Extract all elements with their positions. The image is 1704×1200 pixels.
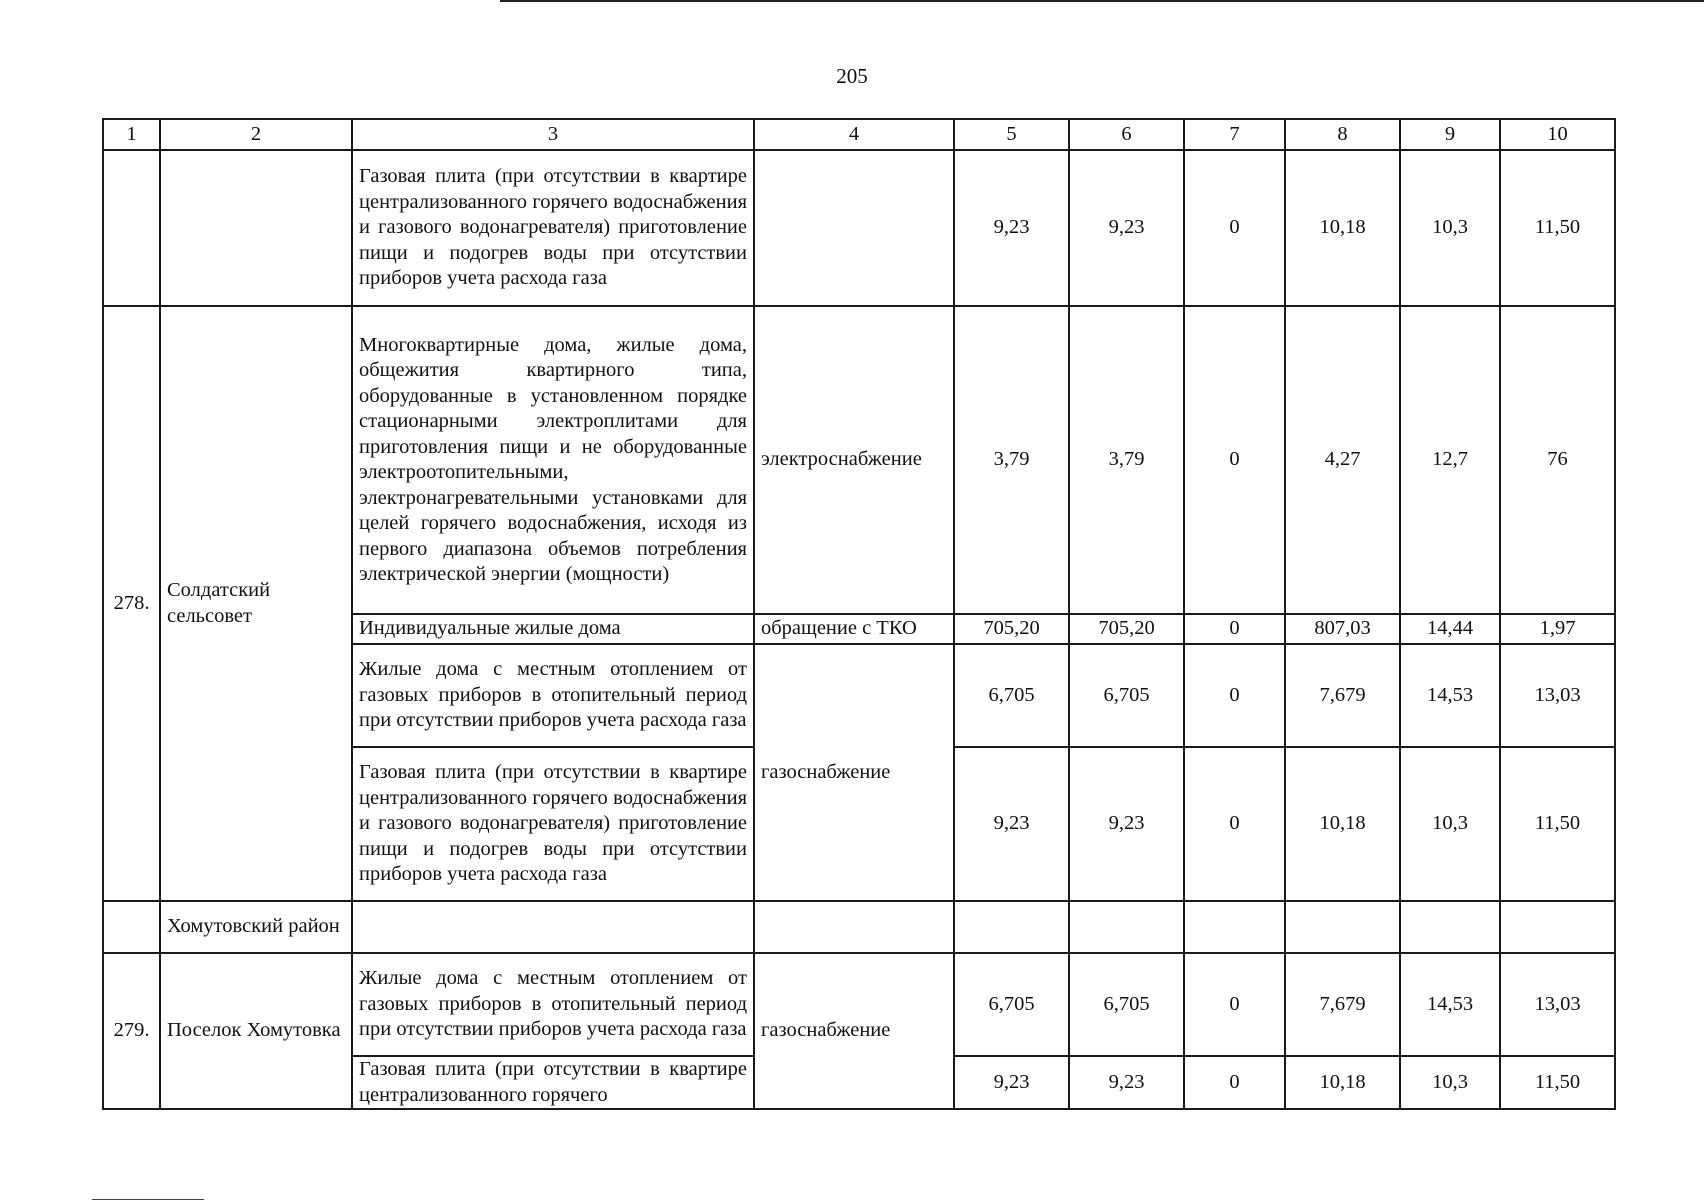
- value-cell: 3,79: [1069, 306, 1184, 614]
- value-cell: 13,03: [1500, 644, 1615, 747]
- value-cell: 13,03: [1500, 953, 1615, 1056]
- value-cell: 9,23: [1069, 747, 1184, 901]
- header-cell: 6: [1069, 119, 1184, 150]
- service-cell: обращение с ТКО: [754, 614, 954, 644]
- value-cell: 14,53: [1400, 644, 1500, 747]
- tariff-table: [102, 118, 1616, 1110]
- header-row: [103, 119, 1615, 150]
- settlement-cell: Солдатский сельсовет: [160, 306, 352, 901]
- value-cell: [1184, 901, 1285, 953]
- value-cell: 11,50: [1500, 747, 1615, 901]
- value-cell: 0: [1184, 614, 1285, 644]
- value-cell: 9,23: [1069, 1056, 1184, 1109]
- row-number-cell: [103, 150, 160, 306]
- description-cell: Жилые дома с местным отоплением от газовых приборов в отопительный период при отсутствии приборов учета расхода газа: [352, 644, 754, 747]
- top-rule: [500, 0, 1704, 2]
- settlement-cell: Поселок Хомутовка: [160, 953, 352, 1109]
- header-cell: 1: [103, 119, 160, 150]
- value-cell: 76: [1500, 306, 1615, 614]
- value-cell: 12,7: [1400, 306, 1500, 614]
- value-cell: 7,679: [1285, 953, 1400, 1056]
- header-cell: 8: [1285, 119, 1400, 150]
- value-cell: [1285, 901, 1400, 953]
- description-cell: [352, 901, 754, 953]
- service-cell: [754, 901, 954, 953]
- value-cell: 0: [1184, 644, 1285, 747]
- header-cell: 7: [1184, 119, 1285, 150]
- value-cell: [1500, 901, 1615, 953]
- value-cell: 9,23: [1069, 150, 1184, 306]
- header-cell: 4: [754, 119, 954, 150]
- value-cell: 10,3: [1400, 747, 1500, 901]
- value-cell: 705,20: [954, 614, 1069, 644]
- header-cell: 3: [352, 119, 754, 150]
- service-cell: газоснабжение: [754, 644, 954, 901]
- value-cell: [954, 901, 1069, 953]
- value-cell: 1,97: [1500, 614, 1615, 644]
- description-cell: Жилые дома с местным отоплением от газовых приборов в отопительный период при отсутствии приборов учета расхода газа: [352, 953, 754, 1056]
- row-number-cell: 278.: [103, 306, 160, 901]
- value-cell: 11,50: [1500, 1056, 1615, 1109]
- value-cell: 10,18: [1285, 747, 1400, 901]
- description-cell: Газовая плита (при отсутствии в квартире централизованного горячего водоснабжения и газового водонагревателя) приготовление пищи и подогрев воды при отсутствии приборов учета расхода газа: [352, 150, 754, 306]
- table-row: [103, 150, 1615, 306]
- value-cell: 6,705: [1069, 644, 1184, 747]
- value-cell: 0: [1184, 306, 1285, 614]
- value-cell: 0: [1184, 150, 1285, 306]
- value-cell: [1400, 901, 1500, 953]
- header-cell: 9: [1400, 119, 1500, 150]
- value-cell: 9,23: [954, 747, 1069, 901]
- row-number-cell: [103, 901, 160, 953]
- header-cell: 5: [954, 119, 1069, 150]
- value-cell: 0: [1184, 1056, 1285, 1109]
- district-row: [103, 901, 1615, 953]
- value-cell: 4,27: [1285, 306, 1400, 614]
- table-row: [103, 953, 1615, 1056]
- description-cell: Газовая плита (при отсутствии в квартире централизованного горячего: [352, 1056, 754, 1109]
- value-cell: 705,20: [1069, 614, 1184, 644]
- value-cell: 9,23: [954, 1056, 1069, 1109]
- description-cell: Многоквартирные дома, жилые дома, общежития квартирного типа, оборудованные в установленном порядке стационарными электроплитами для приготовления пищи и не оборудованные электроотопительными, электронагревательными установками для целей горячего водоснабжения, исходя из первого диапазона объемов потребления электрической энергии (мощности): [352, 306, 754, 614]
- value-cell: 3,79: [954, 306, 1069, 614]
- value-cell: 10,18: [1285, 150, 1400, 306]
- value-cell: 0: [1184, 747, 1285, 901]
- row-number-cell: 279.: [103, 953, 160, 1109]
- value-cell: 14,53: [1400, 953, 1500, 1056]
- value-cell: 9,23: [954, 150, 1069, 306]
- value-cell: 6,705: [1069, 953, 1184, 1056]
- value-cell: 10,18: [1285, 1056, 1400, 1109]
- value-cell: 10,3: [1400, 1056, 1500, 1109]
- description-cell: Индивидуальные жилые дома: [352, 614, 754, 644]
- table-row: [103, 306, 1615, 614]
- district-name-cell: Хомутовский район: [160, 901, 352, 953]
- description-cell: Газовая плита (при отсутствии в квартире централизованного горячего водоснабжения и газового водонагревателя) приготовление пищи и подогрев воды при отсутствии приборов учета расхода газа: [352, 747, 754, 901]
- page-number: 205: [836, 64, 868, 88]
- value-cell: 6,705: [954, 644, 1069, 747]
- header-cell: 10: [1500, 119, 1615, 150]
- service-cell: газоснабжение: [754, 953, 954, 1109]
- service-cell: электроснабжение: [754, 306, 954, 614]
- value-cell: 6,705: [954, 953, 1069, 1056]
- value-cell: [1069, 901, 1184, 953]
- header-cell: 2: [160, 119, 352, 150]
- value-cell: 11,50: [1500, 150, 1615, 306]
- service-cell: [754, 150, 954, 306]
- value-cell: 14,44: [1400, 614, 1500, 644]
- value-cell: 7,679: [1285, 644, 1400, 747]
- settlement-cell: [160, 150, 352, 306]
- value-cell: 0: [1184, 953, 1285, 1056]
- value-cell: 10,3: [1400, 150, 1500, 306]
- value-cell: 807,03: [1285, 614, 1400, 644]
